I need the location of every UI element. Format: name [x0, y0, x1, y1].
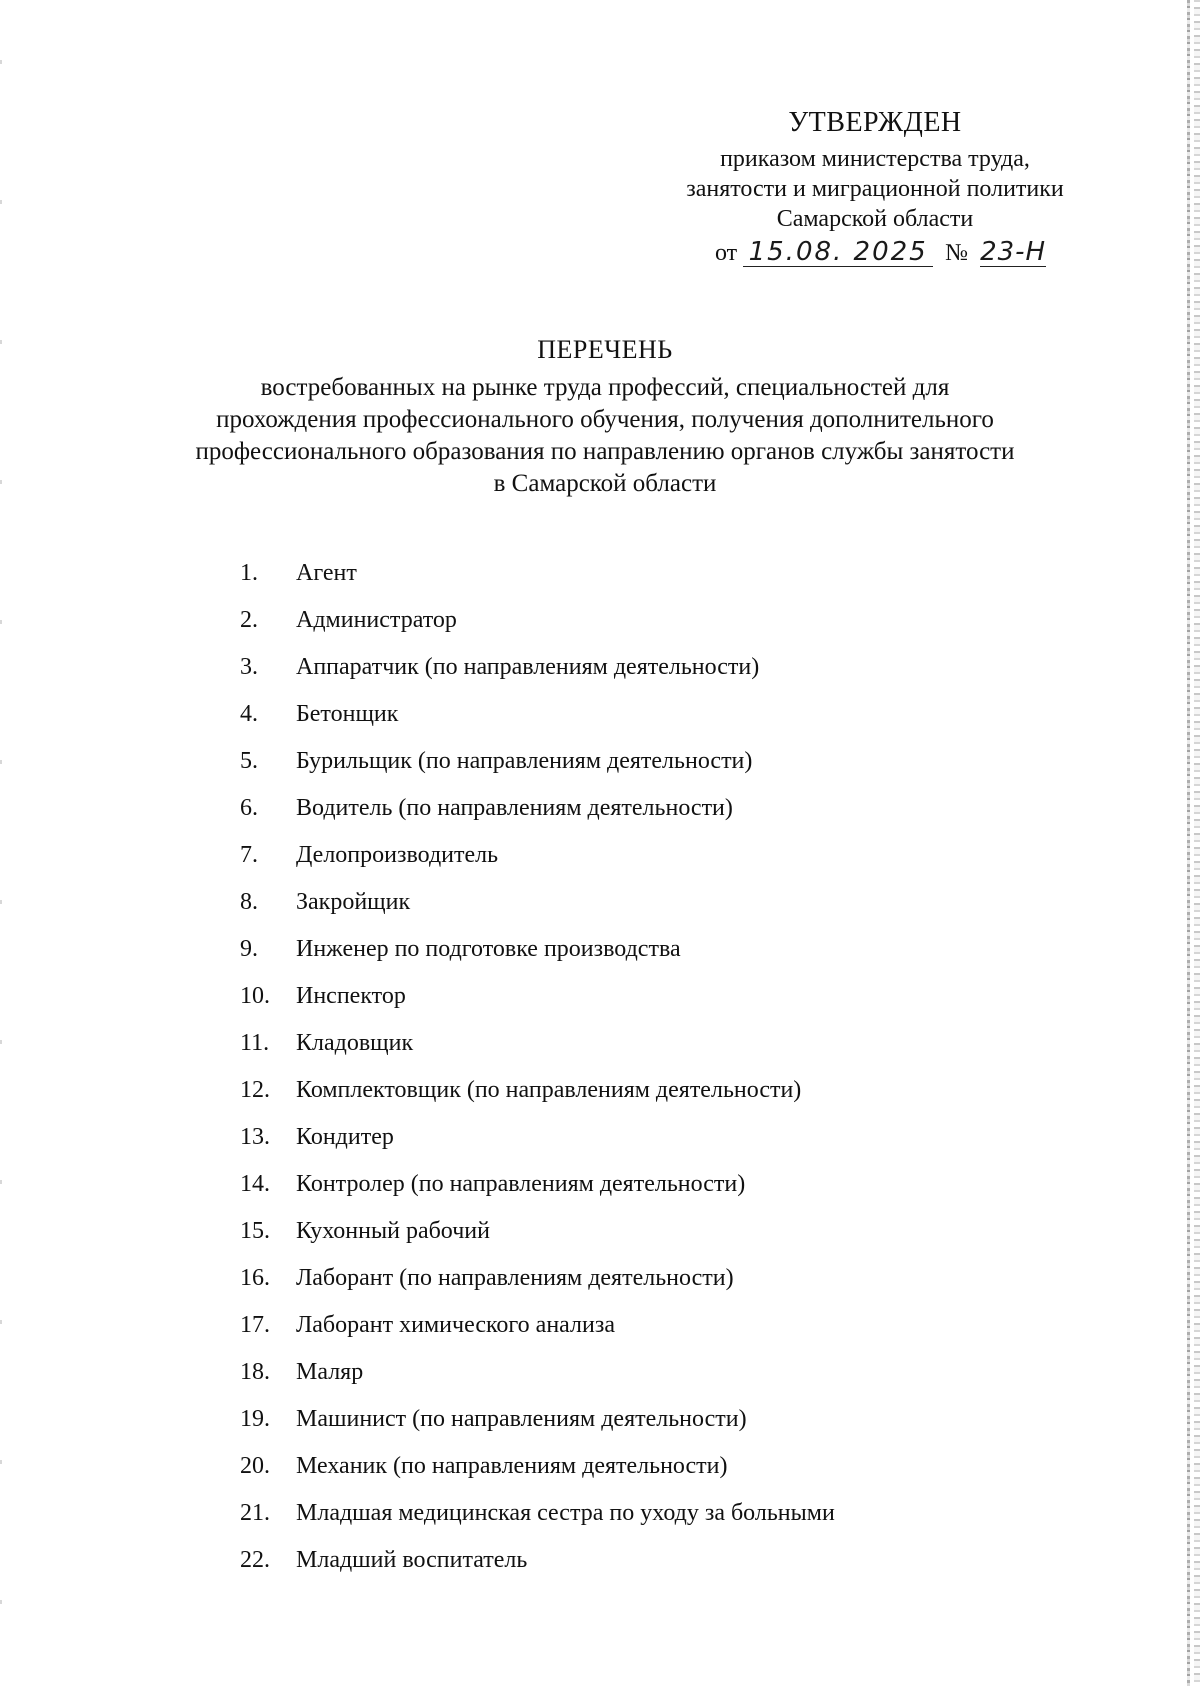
list-item-text: Комплектовщик (по направлениям деятельности) — [296, 1077, 802, 1103]
list-item-number: 20. — [240, 1453, 270, 1479]
list-item — [240, 1308, 1100, 1355]
list-item — [240, 556, 1100, 603]
list-item — [240, 1496, 1100, 1543]
document-heading — [150, 334, 1060, 500]
handwritten-date: 15.08. 2025 — [743, 238, 933, 267]
list-item-text: Водитель (по направлениям деятельности) — [296, 795, 733, 821]
list-item-text: Лаборант (по направлениям деятельности) — [296, 1265, 734, 1291]
approval-block — [660, 108, 1090, 234]
list-item — [240, 603, 1100, 650]
list-item-number: 11. — [240, 1030, 270, 1056]
list-item-number: 18. — [240, 1359, 270, 1385]
list-item-text: Лаборант химического анализа — [296, 1312, 615, 1338]
list-item-text: Машинист (по направлениям деятельности) — [296, 1406, 747, 1432]
list-item-text: Младшая медицинская сестра по уходу за больными — [296, 1500, 835, 1526]
list-item-number: 2. — [240, 607, 258, 633]
list-item-text: Закройщик — [296, 889, 411, 915]
list-item-number: 12. — [240, 1077, 270, 1103]
list-item-text: Инженер по подготовке производства — [296, 936, 681, 962]
list-item — [240, 697, 1100, 744]
approval-line: занятости и миграционной политики — [686, 176, 1064, 202]
list-item-number: 16. — [240, 1265, 270, 1291]
list-item-number: 1. — [240, 560, 258, 586]
list-item-text: Бурильщик (по направлениям деятельности) — [296, 748, 753, 774]
list-item-text: Делопроизводитель — [296, 842, 499, 868]
list-item-number: 9. — [240, 936, 258, 962]
list-item-text: Администратор — [296, 607, 457, 633]
list-item-number: 17. — [240, 1312, 270, 1338]
heading-line: профессионального образования по направлению органов службы занятости — [195, 438, 1015, 465]
list-item — [240, 1026, 1100, 1073]
heading-line: востребованных на рынке труда профессий, специальностей для — [260, 374, 950, 401]
list-item-text: Инспектор — [296, 983, 406, 1009]
approval-line: приказом министерства труда, — [720, 146, 1030, 172]
approval-date-line — [715, 238, 1046, 268]
list-item-number: 19. — [240, 1406, 270, 1432]
list-item-number: 15. — [240, 1218, 270, 1244]
profession-list — [240, 556, 1100, 1590]
list-item-number: 10. — [240, 983, 270, 1009]
list-item-number: 8. — [240, 889, 258, 915]
heading-line: в Самарской области — [493, 470, 717, 497]
list-item-text: Кухонный рабочий — [296, 1218, 490, 1244]
list-item-text: Контролер (по направлениям деятельности) — [296, 1171, 746, 1197]
list-item-number: 5. — [240, 748, 258, 774]
list-item-text: Маляр — [296, 1359, 364, 1385]
list-item — [240, 1214, 1100, 1261]
list-item-text: Кондитер — [296, 1124, 394, 1150]
list-item-number: 22. — [240, 1547, 270, 1573]
list-item-text: Аппаратчик (по направлениям деятельности) — [296, 654, 760, 680]
list-item-number: 3. — [240, 654, 258, 680]
list-item-text: Агент — [296, 560, 357, 586]
list-item-number: 21. — [240, 1500, 270, 1526]
list-item — [240, 1355, 1100, 1402]
scan-edge-right — [1187, 0, 1190, 1686]
list-item-number: 4. — [240, 701, 258, 727]
list-item — [240, 1543, 1100, 1590]
list-item-text: Бетонщик — [296, 701, 399, 727]
list-item-text: Кладовщик — [296, 1030, 414, 1056]
handwritten-number: 23-Н — [980, 237, 1047, 267]
number-sign: № — [945, 240, 969, 266]
list-item — [240, 1120, 1100, 1167]
list-item — [240, 838, 1100, 885]
list-item — [240, 1167, 1100, 1214]
approval-title: УТВЕРЖДЕН — [788, 107, 962, 138]
list-item — [240, 1073, 1100, 1120]
list-item-number: 13. — [240, 1124, 270, 1150]
list-item — [240, 979, 1100, 1026]
list-item — [240, 932, 1100, 979]
scan-edge-left — [0, 0, 2, 1686]
list-item — [240, 1402, 1100, 1449]
scan-edge-right-outer — [1194, 0, 1200, 1686]
list-item-number: 14. — [240, 1171, 270, 1197]
list-item-number: 7. — [240, 842, 258, 868]
list-item-text: Механик (по направлениям деятельности) — [296, 1453, 728, 1479]
list-item — [240, 1261, 1100, 1308]
list-item — [240, 650, 1100, 697]
list-item — [240, 744, 1100, 791]
document-title: ПЕРЕЧЕНЬ — [537, 335, 673, 364]
list-item — [240, 1449, 1100, 1496]
date-prefix: от — [715, 240, 738, 266]
heading-line: прохождения профессионального обучения, получения дополнительного — [216, 406, 994, 433]
list-item — [240, 885, 1100, 932]
list-item — [240, 791, 1100, 838]
list-item-number: 6. — [240, 795, 258, 821]
list-item-text: Младший воспитатель — [296, 1547, 528, 1573]
approval-line: Самарской области — [776, 206, 974, 232]
